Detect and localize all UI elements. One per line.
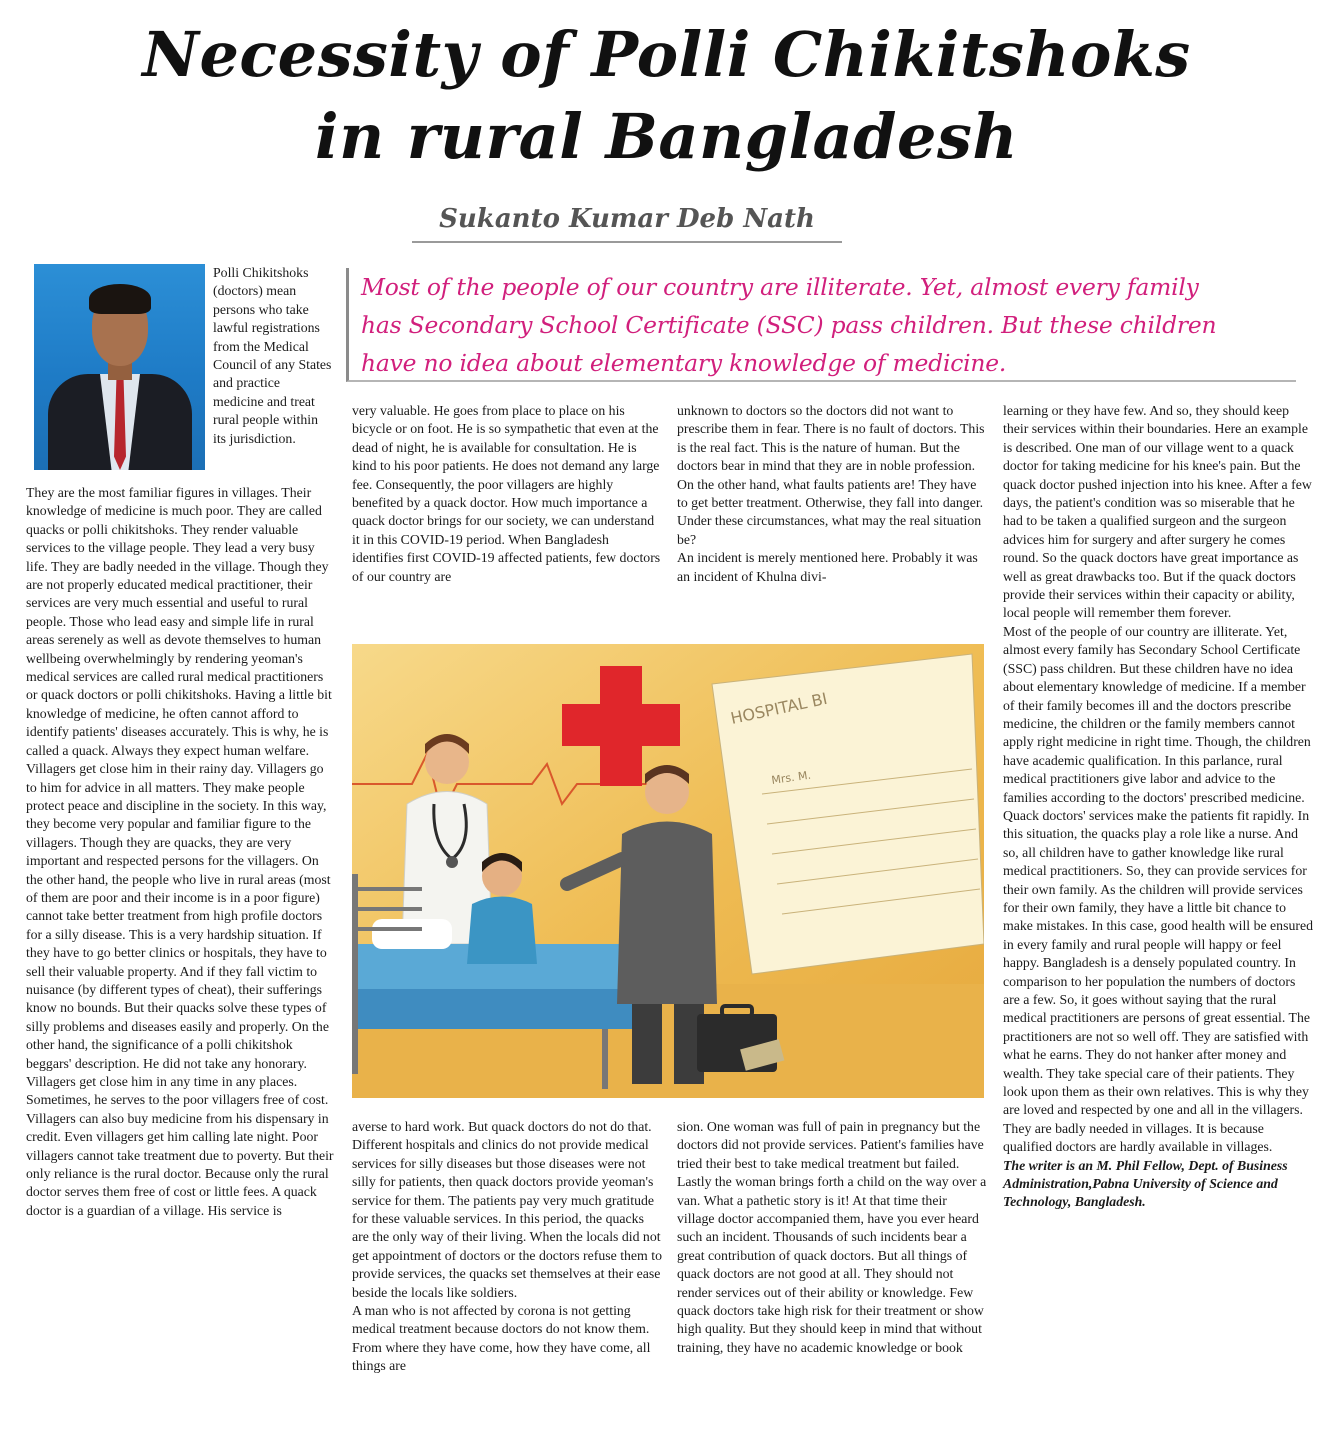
title-line-1: Necessity of Polli Chikitshoks [142,18,1191,91]
intro-paragraph: Polli Chikitshoks (doctors) mean persons who take lawful registrations from the Medical Council of any States and practice medicine and treat rural people within its jurisdiction. [213,265,332,446]
pull-quote-line-2: has Secondary School Certificate (SSC) pass children. But these children [361,311,1217,339]
column-1-text: They are the most familiar figures in villages. Their knowledge of medicine is much poor. They are called quacks or polli chikitshoks. They render valuable services to the village people. They lead a very busy life. They are badly needed in the village. Though they are not properly educated medical practitioner, their services are very much essential and useful to rural people. Those who lead easy and simple life in rural areas serenely as well as devote themselves to human wellbeing overwhelmingly by rendering yeoman's medical services are called rural medical practitioners or quack doctors or polli chikitshoks. Having a little bit knowledge of medicine, he often cannot afford to identify patients' diseases accurately. This is why, he is called a quack. Always they expect human welfare. Villagers get close him in their rainy day. Villagers go to him for advice in all matters. They make people protect peace and discipline in the society. In this way, they become very popular and familiar figure to the villagers. Though they are quacks, they are very important and respected persons for the villagers. On the other hand, the people who live in rural areas (most of them are poor and their income is in a poor figure) cannot take better treatment from high profile doctors for a silly disease. This is a very hardship situation. If they have to go better clinics or hospitals, they have to sell their valuable property. And if they fall victim to nuisance (by different types of cheat), their sufferings know no bounds. But their quacks solve these types of silly problems and diseases easily and properly. On the other hand, the significance of a polli chikitshok beggars' description. He did not take any honorary. Villagers get close him in any time in any places. Sometimes, he serves to the poor villagers free of cost. Villagers can also buy medicine from his dispensary in credit. Even villagers get him calling late night. Poor villagers cannot take treatment due to poverty. But their only reliance is the rural doctor. Because only the rural doctor serves them free of cost or little fees. A quack doctor is a guardian of a village. His service is [26,485,334,1218]
title-line-2: in rural Bangladesh [315,100,1018,173]
column-2-top-text: very valuable. He goes from place to place on his bicycle or on foot. He is so sympathetic that even at the dead of night, he is available for consultation. He is kind to his poor patients. He does not demand any large fee. Consequently, the poor villagers are highly benefited by a quack doctor. How much importance a quack doctor brings for our society, we can understand it in this COVID-19 period. When Bangladesh identifies first COVID-19 affected patients, few doctors of our country are [352,403,661,584]
hospital-illustration [352,644,984,1098]
author-photo [34,264,205,470]
hospital-bill-paper [712,654,984,974]
writer-footnote: The writer is an M. Phil Fellow, Dept. of Business Administration,Pabna University of Science and Technology, Bangladesh. [1003,1157,1288,1210]
pull-quote-line-3: have no idea about elementary knowledge of medicine. [361,349,1007,377]
column-3-bottom-text: sion. One woman was full of pain in pregnancy but the doctors did not provide services. Patient's families have tried their best to take medical treatment but failed. Lastly the woman brings forth a child on the way over a van. What a pathetic story is it! At that time their village doctor accompanied them, have you ever heard such an incident. Thousands of such incidents bear a great contribution of quack doctors. But all things of quack doctors are not good at all. They should not render services out of their ability or knowledge. Few quack doctors take high risk for their treatment or show high quality. But they should keep in mind that without training, they have no academic knowledge or book [677,1119,987,1355]
photo-hair [89,284,151,314]
article-title [0,14,1333,178]
column-4-text: learning or they have few. And so, they should keep their services within their boundaries. Here an example is described. One man of our village went to a quack doctor for taking medicine for his knee's pain. But the quack doctor pushed injection into his knee. After a few days, the patient's condition was so miserable that he had to be taken a qualified surgeon and the surgeon advices him for surgery and after surgery he comes round. So the quack doctors have great importance as well as great drawbacks too. But if the quack doctors provide their services within their capacity or ability, local people will remember them forever. Most of the people of our country are illiterate. Yet, almost every family has Secondary School Certificate (SSC) pass children. But these children have no idea about elementary knowledge of medicine. If a member of their family becomes ill and the doctors prescribe medicine, the children or the family members cannot apply right medicine in right time. Though, the children have academic qualification. In this parlance, rural medical practitioners give labor and advice to the families according to the doctors' prescribed medicine. Quack doctors' services make the patients fit rapidly. In this situation, the quacks play a role like a nurse. And so, all children have to gather knowledge like rural medical practitioners. So, they can provide services for their own family. As the children will provide services for their own family, they have a little bit chance to make mistakes. In this case, good health will be ensured in every family and rural people will happy or feel happy. Bangladesh is a densely populated country. In comparison to her population the numbers of doctors are a few. So, it goes without saying that the rural medical practitioners are persons of great essential. The practitioners are not so well off. They are satisfied with what he earns. They do not hanker after money and wealth. They take special care of their patients. They look upon them as their own relatives. This is why they are loved and respected by one and all in the villagers. They are badly needed in villages. It is because qualified doctors are hardly available in villages. [1003,403,1313,1155]
bill-name-text: Mrs. M. [770,768,812,787]
bill-title-text: HOSPITAL BI [728,688,830,728]
column-4 [1003,402,1315,1212]
column-2-bottom-text: averse to hard work. But quack doctors do not do that. Different hospitals and clinics do not provide medical services for silly diseases but those diseases were not silly for patients, then quack doctors provide yeoman's service for them. The patients pay very much gratitude for these valuable services. In this period, the quacks are the only way of their living. When the locals did not get appointment of doctors or the doctors refuse them to provide services, the quacks set themselves at their ease beside the locals like soldiers. A man who is not affected by corona is not getting medical treatment because doctors do not know them. From where they have come, how they have come, all things are [352,1119,662,1374]
pull-quote [346,268,1296,382]
briefcase-icon [697,1006,784,1072]
column-3-top-text: unknown to doctors so the doctors did not want to prescribe them in fear. There is no fault of doctors. This is the real fact. This is the nature of human. But the doctors bear in mind that they are in noble profession. On the other hand, what faults patients are! They have to get better treatment. Otherwise, they fall into danger. Under these circumstances, what may the real situation be? An incident is merely mentioned here. Probably it was an incident of Khulna divi- [677,403,985,584]
pull-quote-line-1: Most of the people of our country are illiterate. Yet, almost every family [361,273,1199,301]
author-byline: Sukanto Kumar Deb Nath [412,204,842,243]
